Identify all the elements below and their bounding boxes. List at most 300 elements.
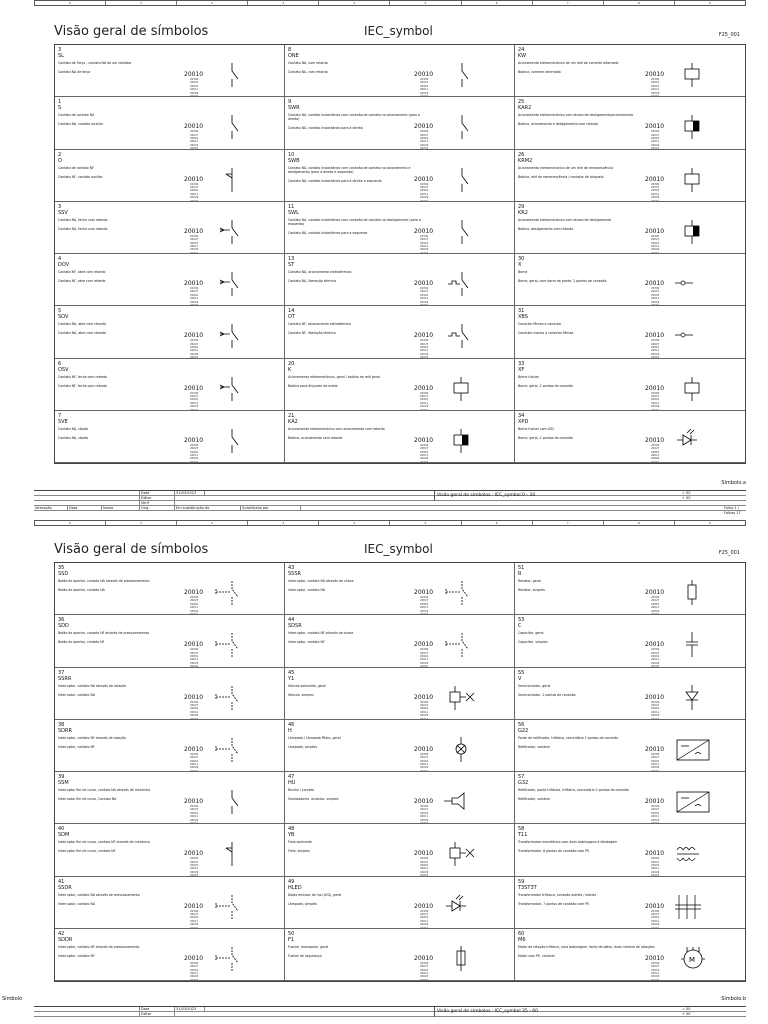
coil2-icon bbox=[442, 427, 482, 455]
symbol-addresses bbox=[190, 78, 198, 97]
symbol-cell[interactable] bbox=[515, 877, 745, 929]
symbol-address: 20300 bbox=[190, 857, 199, 861]
box-icon bbox=[673, 736, 713, 764]
symbol-description: Contato NF, abre com retardo bbox=[58, 270, 106, 274]
symbol-cell[interactable] bbox=[55, 150, 285, 202]
symbol-address: 20901 bbox=[420, 811, 429, 815]
symbol-cell[interactable] bbox=[515, 563, 745, 615]
symbol-address: 20011 bbox=[651, 349, 660, 353]
symbol-cell[interactable] bbox=[285, 824, 515, 876]
symbol-variant: Interruptor, contato NA bbox=[58, 692, 96, 697]
symbol-addresses bbox=[190, 857, 198, 876]
symbol-address: 20029 bbox=[190, 457, 199, 461]
sheet-corner-label: Símbolo.a bbox=[721, 480, 746, 486]
symbol-addresses bbox=[420, 596, 428, 615]
symbol-variant: Contato NF, contato auxiliar bbox=[58, 174, 103, 179]
symbol-address: 20029 bbox=[190, 714, 199, 718]
symbol-address: 20029 bbox=[420, 661, 429, 665]
symbol-variant: Bobina, desligamento com retardo bbox=[518, 226, 574, 231]
symbol-description: Freio solenoide bbox=[288, 840, 312, 845]
symbol-address: 20300 bbox=[190, 909, 199, 913]
ruler-mark: 1 bbox=[106, 1, 177, 5]
symbol-code: H bbox=[288, 727, 292, 734]
symbol-cell[interactable] bbox=[285, 150, 515, 202]
symbol-addresses bbox=[190, 183, 198, 202]
symbol-ref: 20010 bbox=[184, 902, 204, 910]
symbol-address: 20029 bbox=[420, 196, 429, 200]
symbol-ref: 20010 bbox=[414, 954, 434, 962]
symbol-addresses bbox=[651, 287, 659, 306]
symbol-variant: Bobina, acionamento com retardo bbox=[288, 435, 343, 440]
symbol-number: 46 bbox=[288, 721, 295, 728]
symbol-graphic bbox=[184, 945, 254, 981]
symbol-variant: Contato NA, abre com retardo bbox=[58, 331, 106, 336]
symbol-address: 20027 bbox=[190, 133, 199, 137]
symbol-variant: Bobina, acionamento e desligamento com retardo bbox=[518, 122, 598, 127]
symbol-address: 20011 bbox=[190, 192, 199, 196]
symbol-graphic bbox=[645, 375, 715, 411]
ruler-mark: 4 bbox=[319, 1, 390, 5]
symbol-variant: Botão de apertar, contato NA bbox=[58, 588, 105, 592]
symbol-cell[interactable] bbox=[55, 45, 285, 97]
symbol-address: 20901 bbox=[420, 137, 429, 141]
symbol-code: OT bbox=[288, 314, 295, 321]
symbol-address: 20901 bbox=[651, 968, 660, 972]
symbol-address: 20029 bbox=[420, 975, 429, 979]
symbol-address: 20300 bbox=[651, 78, 660, 81]
symbol-graphic bbox=[645, 113, 715, 149]
symbol-address: 20901 bbox=[420, 450, 429, 454]
symbol-address: 20201 bbox=[651, 926, 660, 929]
symbol-address: 20029 bbox=[651, 870, 660, 874]
symbol-number: 38 bbox=[58, 721, 65, 728]
symbol-address: 20027 bbox=[190, 394, 199, 398]
symbol-address: 20201 bbox=[651, 304, 660, 307]
symbol-variant: Interruptor, contato NF bbox=[58, 744, 95, 749]
symbol-ref: 20010 bbox=[184, 693, 204, 701]
symbol-ref: 20010 bbox=[184, 798, 204, 805]
symbol-address: 20011 bbox=[420, 401, 429, 405]
symbol-description: Borne bbox=[518, 270, 528, 274]
symbol-address: 20201 bbox=[651, 874, 660, 877]
symbol-address: 20201 bbox=[190, 613, 199, 616]
symbol-address: 20027 bbox=[420, 808, 429, 812]
symbol-cell[interactable] bbox=[515, 615, 745, 667]
symbol-variant: Contato NA, fecha com retardo bbox=[58, 226, 108, 231]
symbol-address: 20027 bbox=[420, 133, 429, 137]
symbol-number: 44 bbox=[288, 617, 295, 624]
symbol-cell[interactable] bbox=[515, 97, 745, 149]
symbol-address: 20029 bbox=[420, 457, 429, 461]
symbol-cell[interactable] bbox=[55, 199, 285, 254]
symbol-address: 20300 bbox=[190, 287, 199, 290]
push-icon bbox=[212, 579, 252, 607]
symbol-addresses bbox=[651, 392, 659, 411]
symbol-address: 20300 bbox=[651, 805, 660, 808]
symbol-address: 20300 bbox=[420, 752, 429, 756]
page-code: F25_001 bbox=[718, 32, 740, 38]
symbol-graphic bbox=[645, 579, 715, 615]
symbol-number: 5 bbox=[58, 308, 62, 315]
symbol-address: 20027 bbox=[190, 290, 199, 294]
symbol-address: 20300 bbox=[651, 700, 660, 704]
symbol-address: 20029 bbox=[420, 352, 429, 356]
symbol-graphic bbox=[414, 270, 484, 306]
symbol-address: 20201 bbox=[651, 147, 660, 150]
symbol-address: 20029 bbox=[651, 248, 660, 252]
symbol-address: 20011 bbox=[651, 192, 660, 196]
symbol-cell[interactable] bbox=[55, 306, 285, 358]
symbol-address: 20901 bbox=[190, 398, 199, 402]
symbol-number: 8 bbox=[288, 47, 292, 53]
symbol-address: 20029 bbox=[420, 766, 429, 770]
symbol-graphic bbox=[414, 375, 484, 411]
symbol-ref: 20010 bbox=[184, 227, 204, 235]
symbol-address: 20011 bbox=[420, 244, 429, 248]
symbol-address: 20029 bbox=[651, 352, 660, 356]
symbol-cell[interactable] bbox=[515, 717, 745, 772]
symbol-cell[interactable] bbox=[285, 926, 515, 981]
symbol-variant: Contato NA, contato instantâneo para a direita bbox=[288, 126, 363, 131]
symbol-description: Botão de apertar, contato NA através de pressionamento bbox=[58, 579, 150, 583]
symbol-variant: Contato NA, liberação térmica bbox=[288, 279, 337, 283]
symbol-graphic bbox=[645, 945, 715, 981]
symbol-cell[interactable] bbox=[515, 359, 745, 411]
symbol-address: 20201 bbox=[190, 822, 199, 825]
symbol-address: 20201 bbox=[420, 251, 429, 254]
symbol-cell[interactable] bbox=[285, 97, 515, 149]
symbol-ref: 20010 bbox=[645, 384, 665, 392]
symbol-ref: 20010 bbox=[184, 384, 204, 392]
symbol-cell[interactable] bbox=[285, 408, 515, 463]
symbol-variant: Contato NA, contato instantâneo para a esquerda bbox=[288, 230, 368, 235]
symbol-address: 20011 bbox=[651, 658, 660, 662]
symbol-address: 20027 bbox=[651, 342, 660, 346]
symbol-ref: 20010 bbox=[645, 589, 665, 596]
symbol-address: 20011 bbox=[190, 867, 199, 871]
symbol-code: XPD bbox=[518, 418, 529, 425]
symbol-addresses bbox=[420, 392, 428, 411]
symbol-code: SOV bbox=[58, 314, 69, 321]
symbol-cell[interactable] bbox=[285, 199, 515, 254]
symbol-address: 20201 bbox=[651, 978, 660, 981]
symbol-cell[interactable] bbox=[55, 563, 285, 615]
symbol-number: 13 bbox=[288, 256, 295, 262]
no-icon bbox=[442, 113, 482, 141]
symbol-description: Contato NA, contato instantâneo com conexão de contato no desligamento (para a esquerda) bbox=[288, 217, 421, 226]
symbol-cell[interactable] bbox=[515, 769, 745, 825]
symbol-ref: 20010 bbox=[414, 902, 434, 910]
symbol-cell[interactable] bbox=[285, 45, 515, 97]
symbol-code: S bbox=[58, 105, 62, 112]
symbol-address: 20300 bbox=[420, 909, 429, 913]
symbol-cell[interactable] bbox=[55, 668, 285, 720]
symbol-addresses bbox=[420, 701, 428, 720]
symbol-graphic bbox=[645, 736, 715, 772]
symbol-cell[interactable] bbox=[515, 45, 745, 97]
symbol-variant: Contato NA de força bbox=[58, 70, 91, 74]
symbol-address: 20300 bbox=[190, 596, 199, 599]
symbol-ref: 20010 bbox=[414, 436, 434, 444]
symbol-address: 20029 bbox=[420, 143, 429, 147]
symbol-address: 20011 bbox=[190, 658, 199, 662]
symbol-address: 20027 bbox=[190, 965, 199, 969]
symbol-address: 20027 bbox=[190, 703, 199, 707]
symbol-variant: Bobina, corrente alternada bbox=[518, 70, 561, 74]
ruler-mark: 3 bbox=[248, 521, 319, 525]
symbol-cell[interactable] bbox=[515, 199, 745, 254]
symbol-cell[interactable] bbox=[55, 97, 285, 149]
symbol-variant: Contato NA, rápido bbox=[58, 435, 89, 440]
symbol-graphic bbox=[414, 893, 484, 929]
symbol-description: Interruptor fim de curso, contato NF através de mecânico bbox=[58, 840, 150, 845]
coil-icon bbox=[673, 375, 713, 403]
symbol-address: 20901 bbox=[651, 811, 660, 815]
symbol-address: 20029 bbox=[420, 714, 429, 718]
symbol-cell[interactable] bbox=[55, 717, 285, 772]
symbol-address: 20201 bbox=[190, 460, 199, 463]
symbol-address: 20027 bbox=[190, 651, 199, 655]
symbol-address: 20011 bbox=[420, 815, 429, 819]
symbol-description: Borne fusível com LED bbox=[518, 426, 554, 431]
symbol-code: SL bbox=[58, 53, 64, 59]
symbol-address: 20901 bbox=[651, 759, 660, 763]
ruler-mark: 6 bbox=[462, 1, 533, 5]
symbol-addresses bbox=[420, 444, 428, 463]
symbol-addresses bbox=[190, 392, 198, 411]
symbol-address: 20029 bbox=[420, 91, 429, 95]
thermal-icon bbox=[442, 322, 482, 350]
symbol-graphic bbox=[184, 61, 254, 97]
symbol-variant: Borne, geral, 2 pontos de conexão bbox=[518, 383, 573, 388]
symbol-cell[interactable] bbox=[285, 877, 515, 929]
symbol-cell[interactable] bbox=[515, 150, 745, 202]
symbol-cell[interactable] bbox=[285, 717, 515, 772]
symbol-address: 20201 bbox=[420, 769, 429, 772]
symbol-graphic bbox=[184, 375, 254, 411]
symbol-address: 20201 bbox=[651, 356, 660, 359]
symbol-description: Borne fusível bbox=[518, 374, 539, 379]
page-title: Visão geral de símbolos bbox=[54, 24, 209, 39]
sheet-b bbox=[2, 512, 746, 1024]
symbol-address: 20029 bbox=[420, 248, 429, 252]
symbol-addresses bbox=[420, 130, 428, 149]
symbol-address: 20300 bbox=[190, 752, 199, 756]
symbol-variant: Lâmpada, simples bbox=[288, 744, 317, 749]
symbol-addresses bbox=[190, 962, 198, 981]
symbol-address: 20901 bbox=[651, 84, 660, 88]
symbol-code: HU bbox=[288, 780, 296, 786]
symbol-address: 20201 bbox=[420, 717, 429, 720]
symbol-number: 55 bbox=[518, 669, 525, 676]
symbol-description: Acionamento eletromecânico de um relé de remanescência bbox=[518, 165, 614, 170]
symbol-address: 20011 bbox=[420, 762, 429, 766]
symbol-address: 20011 bbox=[190, 401, 199, 405]
symbol-number: 1 bbox=[58, 99, 62, 106]
footer-title: Visão geral de símbolos : IEC_symbol 35 - 60 bbox=[434, 1007, 674, 1017]
symbol-ref: 20010 bbox=[645, 850, 665, 858]
symbol-cell[interactable] bbox=[285, 769, 515, 825]
symbol-variant: Bobina para disjuntor de motor bbox=[288, 383, 338, 388]
symbol-address: 20901 bbox=[651, 450, 660, 454]
symbol-number: 36 bbox=[58, 617, 65, 624]
symbol-cell[interactable] bbox=[515, 306, 745, 358]
symbol-address: 20901 bbox=[420, 968, 429, 972]
symbol-cell[interactable] bbox=[55, 824, 285, 876]
symbol-address: 20300 bbox=[190, 700, 199, 704]
symbol-address: 20201 bbox=[651, 665, 660, 668]
symbol-addresses bbox=[651, 805, 659, 824]
symbol-address: 20300 bbox=[190, 78, 199, 81]
symbol-variant: Interruptor fim de curso, contato NF bbox=[58, 849, 116, 854]
symbol-address: 20901 bbox=[190, 450, 199, 454]
symbol-address: 20901 bbox=[420, 241, 429, 245]
symbol-description: Retificador, ponte trifásica, trifásico, secundário 2 pontos de conexão bbox=[518, 788, 629, 792]
term-icon bbox=[673, 270, 713, 298]
delay-icon bbox=[212, 375, 252, 403]
symbol-cell[interactable] bbox=[285, 306, 515, 358]
no-icon bbox=[442, 166, 482, 194]
symbol-variant: Interruptor, contato NA bbox=[288, 588, 326, 592]
symbol-ref: 20010 bbox=[645, 280, 665, 287]
symbol-cell[interactable] bbox=[55, 251, 285, 307]
symbol-description: Resistor, geral bbox=[518, 579, 541, 583]
symbol-cell[interactable] bbox=[515, 408, 745, 463]
symbol-addresses bbox=[420, 910, 428, 929]
symbol-graphic bbox=[414, 113, 484, 149]
symbol-address: 20027 bbox=[420, 860, 429, 864]
symbol-code: KAR2 bbox=[518, 105, 532, 112]
symbol-addresses bbox=[651, 701, 659, 720]
symbol-variant: Interruptor, contato NF bbox=[288, 640, 325, 645]
symbol-cell[interactable] bbox=[55, 615, 285, 667]
symbol-number: 48 bbox=[288, 826, 295, 833]
symbol-address: 20201 bbox=[420, 199, 429, 202]
symbol-address: 20027 bbox=[651, 133, 660, 137]
symbol-cell[interactable] bbox=[55, 408, 285, 463]
symbol-cell[interactable] bbox=[285, 359, 515, 411]
symbol-address: 20300 bbox=[190, 130, 199, 134]
symbol-ref: 20010 bbox=[414, 123, 434, 131]
symbol-addresses bbox=[420, 753, 428, 772]
symbol-address: 20011 bbox=[190, 297, 199, 301]
symbol-cell[interactable] bbox=[285, 668, 515, 720]
symbol-number: 39 bbox=[58, 774, 65, 780]
trafo3-icon bbox=[673, 893, 713, 921]
symbol-graphic bbox=[184, 631, 254, 667]
symbol-code: SDDR bbox=[58, 936, 73, 943]
symbol-addresses bbox=[420, 78, 428, 97]
symbol-number: 11 bbox=[288, 203, 295, 210]
symbol-number: 3 bbox=[58, 47, 62, 53]
symbol-ref: 20010 bbox=[645, 745, 665, 753]
symbol-addresses bbox=[420, 857, 428, 876]
symbol-address: 20201 bbox=[651, 199, 660, 202]
symbol-ref: 20010 bbox=[184, 954, 204, 962]
symbol-variant: Semicondutor, 2 pontos de conexão bbox=[518, 692, 576, 697]
symbol-address: 20029 bbox=[651, 661, 660, 665]
symbol-address: 20201 bbox=[651, 822, 660, 825]
symbol-number: 57 bbox=[518, 774, 525, 780]
symbol-description: Botão de apertar, contato NF através de pressionamento bbox=[58, 631, 150, 636]
symbol-code: KR2 bbox=[518, 209, 528, 216]
symbol-addresses bbox=[651, 962, 659, 981]
symbol-address: 20201 bbox=[190, 769, 199, 772]
symbol-address: 20901 bbox=[651, 346, 660, 350]
symbol-cell[interactable] bbox=[55, 359, 285, 411]
symbol-number: 26 bbox=[518, 151, 525, 158]
symbol-graphic bbox=[414, 61, 484, 97]
symbol-address: 20011 bbox=[190, 244, 199, 248]
symbol-description: Interruptor, contato NF através de chave bbox=[288, 631, 354, 636]
symbol-graphic bbox=[645, 322, 715, 358]
symbol-address: 20300 bbox=[651, 391, 660, 395]
symbol-address: 20027 bbox=[190, 860, 199, 864]
symbol-address: 20901 bbox=[651, 189, 660, 193]
symbol-cell[interactable] bbox=[515, 251, 745, 307]
symbol-cell[interactable] bbox=[285, 563, 515, 615]
symbol-address: 20201 bbox=[190, 356, 199, 359]
symbol-address: 20201 bbox=[651, 251, 660, 254]
symbol-graphic bbox=[184, 736, 254, 772]
symbol-addresses bbox=[651, 130, 659, 149]
symbol-address: 20901 bbox=[190, 241, 199, 245]
symbol-address: 20300 bbox=[190, 443, 199, 447]
ruler-mark: 0 bbox=[35, 1, 106, 5]
symbol-address: 20300 bbox=[420, 130, 429, 134]
symbol-address: 20300 bbox=[420, 234, 429, 238]
symbol-address: 20029 bbox=[190, 300, 199, 304]
symbol-code: SDD bbox=[58, 623, 69, 630]
symbol-ref: 20010 bbox=[184, 71, 204, 78]
symbol-code: YB bbox=[288, 832, 295, 839]
symbol-address: 20029 bbox=[190, 143, 199, 147]
horn-icon bbox=[442, 788, 482, 816]
symbol-variant: Contato NA, com retardo bbox=[288, 70, 328, 74]
led-icon bbox=[673, 427, 713, 455]
symbol-address: 20011 bbox=[190, 88, 199, 92]
symbol-cell[interactable] bbox=[55, 926, 285, 981]
symbol-address: 20901 bbox=[651, 137, 660, 141]
symbol-cell[interactable] bbox=[55, 769, 285, 825]
symbol-cell[interactable] bbox=[285, 251, 515, 307]
symbol-ref: 20010 bbox=[414, 693, 434, 701]
symbol-address: 20901 bbox=[190, 916, 199, 920]
symbol-description: Contato NA, contato instantâneo com conexão de contato no acionamento (para a direita) bbox=[288, 113, 420, 122]
symbol-address: 20011 bbox=[651, 815, 660, 819]
symbol-graphic bbox=[645, 893, 715, 929]
svg-text:M: M bbox=[689, 955, 696, 964]
symbol-cell[interactable] bbox=[515, 668, 745, 720]
symbol-address: 20029 bbox=[190, 405, 199, 409]
symbol-ref: 20010 bbox=[184, 641, 204, 649]
symbol-variant: Motor com PE, variável bbox=[518, 953, 555, 958]
symbol-cell[interactable] bbox=[515, 824, 745, 876]
symbol-cell[interactable] bbox=[515, 926, 745, 981]
coil-icon bbox=[442, 375, 482, 403]
symbol-address: 20300 bbox=[651, 339, 660, 343]
symbol-address: 20027 bbox=[651, 185, 660, 189]
symbol-address: 20027 bbox=[651, 599, 660, 603]
symbol-addresses bbox=[651, 910, 659, 929]
symbol-variant: Válvula, simples bbox=[288, 692, 314, 697]
ruler-mark: 2 bbox=[177, 1, 248, 5]
symbol-address: 20029 bbox=[190, 248, 199, 252]
symbol-address: 20027 bbox=[651, 703, 660, 707]
symbol-address: 20300 bbox=[651, 961, 660, 965]
symbol-cell[interactable] bbox=[55, 877, 285, 929]
symbol-cell[interactable] bbox=[285, 615, 515, 667]
